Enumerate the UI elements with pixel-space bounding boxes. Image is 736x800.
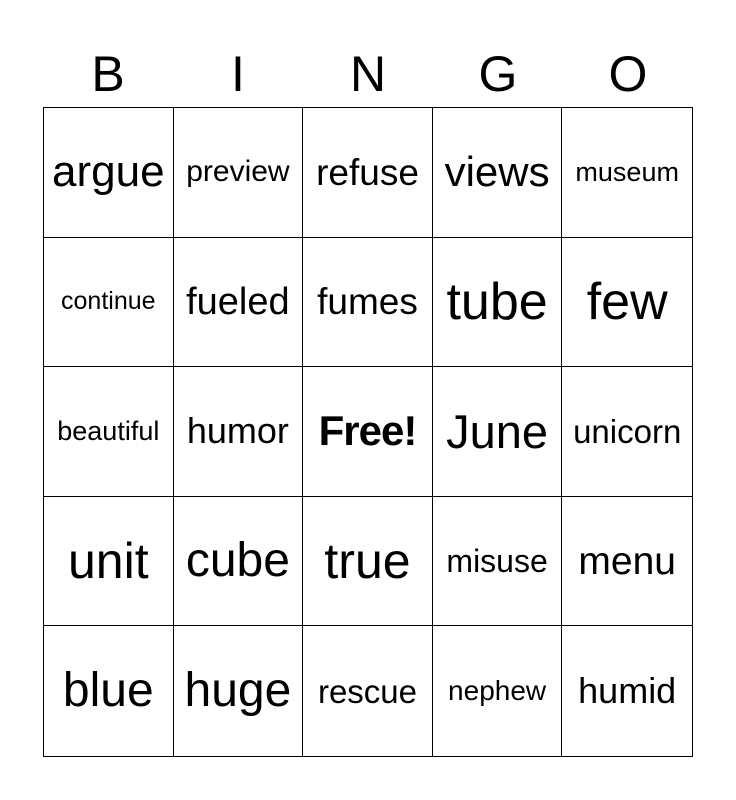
cell-word: refuse [316, 151, 419, 193]
bingo-cell[interactable] [562, 108, 692, 238]
bingo-board [43, 107, 693, 757]
bingo-cell[interactable] [174, 108, 304, 238]
bingo-cell[interactable] [44, 626, 174, 756]
bingo-cell[interactable] [44, 367, 174, 497]
cell-word: menu [578, 539, 676, 583]
cell-word: unicorn [573, 412, 682, 450]
bingo-cell[interactable] [562, 497, 692, 627]
cell-word: continue [61, 287, 156, 316]
bingo-cell[interactable] [303, 108, 433, 238]
cell-word: humid [578, 670, 677, 712]
bingo-cell[interactable] [562, 626, 692, 756]
header-letter-g: G [478, 46, 518, 102]
bingo-cell[interactable] [174, 626, 304, 756]
cell-word: fumes [317, 281, 418, 323]
bingo-cell[interactable] [174, 497, 304, 627]
bingo-cell[interactable] [174, 238, 304, 368]
bingo-cell[interactable] [562, 367, 692, 497]
cell-word: misuse [446, 543, 548, 580]
free-space-cell[interactable] [303, 367, 433, 497]
cell-word: true [324, 533, 411, 590]
bingo-cell[interactable] [44, 497, 174, 627]
bingo-cell[interactable] [44, 108, 174, 238]
cell-word: fueled [186, 280, 290, 323]
bingo-cell[interactable] [433, 108, 563, 238]
cell-word: views [444, 148, 550, 196]
cell-word: huge [184, 664, 292, 718]
cell-word: preview [186, 155, 290, 189]
cell-word: unit [67, 533, 149, 590]
header-letter-b: B [91, 46, 125, 102]
cell-word: nephew [448, 675, 547, 707]
free-space-label: Free! [318, 407, 417, 455]
cell-word: museum [575, 156, 679, 187]
header-letter-o: O [608, 46, 648, 102]
cell-word: argue [52, 147, 165, 197]
bingo-header [43, 44, 693, 104]
bingo-cell[interactable] [433, 626, 563, 756]
bingo-cell[interactable] [562, 238, 692, 368]
cell-word: cube [185, 534, 290, 588]
cell-word: June [446, 404, 549, 458]
bingo-cell[interactable] [433, 238, 563, 368]
bingo-cell[interactable] [303, 626, 433, 756]
header-letter-n: N [349, 46, 387, 102]
cell-word: beautiful [57, 415, 160, 446]
bingo-cell[interactable] [174, 367, 304, 497]
cell-word: rescue [317, 672, 418, 710]
cell-word: blue [62, 664, 154, 718]
cell-word: humor [186, 410, 289, 452]
bingo-cell[interactable] [433, 497, 563, 627]
bingo-cell[interactable] [303, 238, 433, 368]
cell-word: tube [446, 272, 548, 331]
bingo-cell[interactable] [303, 497, 433, 627]
cell-word: few [586, 272, 668, 331]
bingo-cell[interactable] [44, 238, 174, 368]
header-letter-i: I [231, 46, 245, 102]
bingo-cell[interactable] [433, 367, 563, 497]
